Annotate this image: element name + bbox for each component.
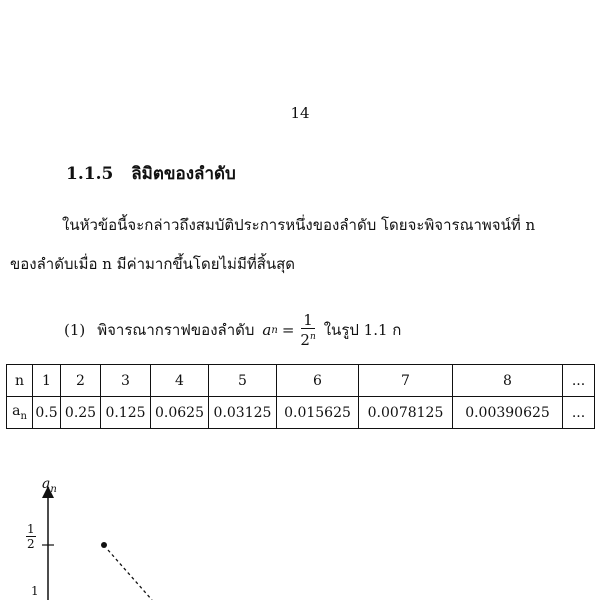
item-1 bbox=[64, 312, 401, 348]
table-cell: 0.00390625 bbox=[453, 397, 563, 429]
table-cell: 0.0078125 bbox=[359, 397, 453, 429]
table-cell: 0.25 bbox=[61, 397, 101, 429]
fraction-numerator: 1 bbox=[303, 311, 313, 329]
table-cell: 6 bbox=[277, 365, 359, 397]
section-number: 1.1.5 bbox=[66, 164, 114, 184]
paragraph-line-2: ของลำดับเมื่อ n มีค่ามากขึ้นโดยไม่มีที่สิ้นสุด bbox=[10, 255, 296, 273]
item-text-after: ในรูป 1.1 ก bbox=[323, 321, 402, 339]
table-cell: 0.03125 bbox=[209, 397, 277, 429]
item-text-before: พิจารณากราฟของลำดับ bbox=[97, 321, 255, 339]
table-cell: 0.015625 bbox=[277, 397, 359, 429]
table-cell: 1 bbox=[33, 365, 61, 397]
paragraph-line-1: ในหัวข้อนี้จะกล่าวถึงสมบัติประการหนึ่งของลำดับ โดยจะพิจารณาพจน์ที่ n bbox=[62, 216, 536, 234]
section-title: ลิมิตของลำดับ bbox=[131, 164, 236, 184]
table-cell: 0.0625 bbox=[151, 397, 209, 429]
connecting-dashed-line bbox=[108, 550, 152, 600]
table-cell: 0.5 bbox=[33, 397, 61, 429]
table-cell: ... bbox=[563, 397, 595, 429]
data-point-1 bbox=[101, 542, 107, 548]
table-cell: n bbox=[7, 365, 33, 397]
section-heading bbox=[66, 160, 236, 187]
formula-fraction bbox=[300, 312, 315, 348]
table-cell-label: $a_n$ bbox=[7, 397, 33, 429]
y-tick-next: 1 bbox=[31, 584, 39, 598]
table-cell: 7 bbox=[359, 365, 453, 397]
fraction-denominator: 2$^n$ bbox=[300, 331, 316, 349]
table-cell: ... bbox=[563, 365, 595, 397]
sequence-table bbox=[6, 364, 595, 429]
sequence-graph bbox=[0, 470, 600, 600]
table-cell: 2 bbox=[61, 365, 101, 397]
sequence-formula bbox=[262, 312, 315, 348]
table-cell: 4 bbox=[151, 365, 209, 397]
item-marker: (1) bbox=[64, 321, 86, 339]
table-cell: 0.125 bbox=[101, 397, 151, 429]
formula-lhs-sub: n bbox=[271, 324, 278, 336]
y-axis-label: $a_n$ bbox=[42, 476, 57, 495]
formula-lhs: a bbox=[262, 321, 272, 339]
table-cell: 8 bbox=[453, 365, 563, 397]
table-row-an bbox=[7, 397, 595, 429]
tick-numerator: 1 bbox=[27, 522, 35, 536]
table-cell: 3 bbox=[101, 365, 151, 397]
page-number: 14 bbox=[290, 104, 310, 122]
table-row-n bbox=[7, 365, 595, 397]
formula-equals: = bbox=[281, 321, 295, 339]
table-cell: 5 bbox=[209, 365, 277, 397]
tick-denominator: 2 bbox=[27, 537, 35, 551]
